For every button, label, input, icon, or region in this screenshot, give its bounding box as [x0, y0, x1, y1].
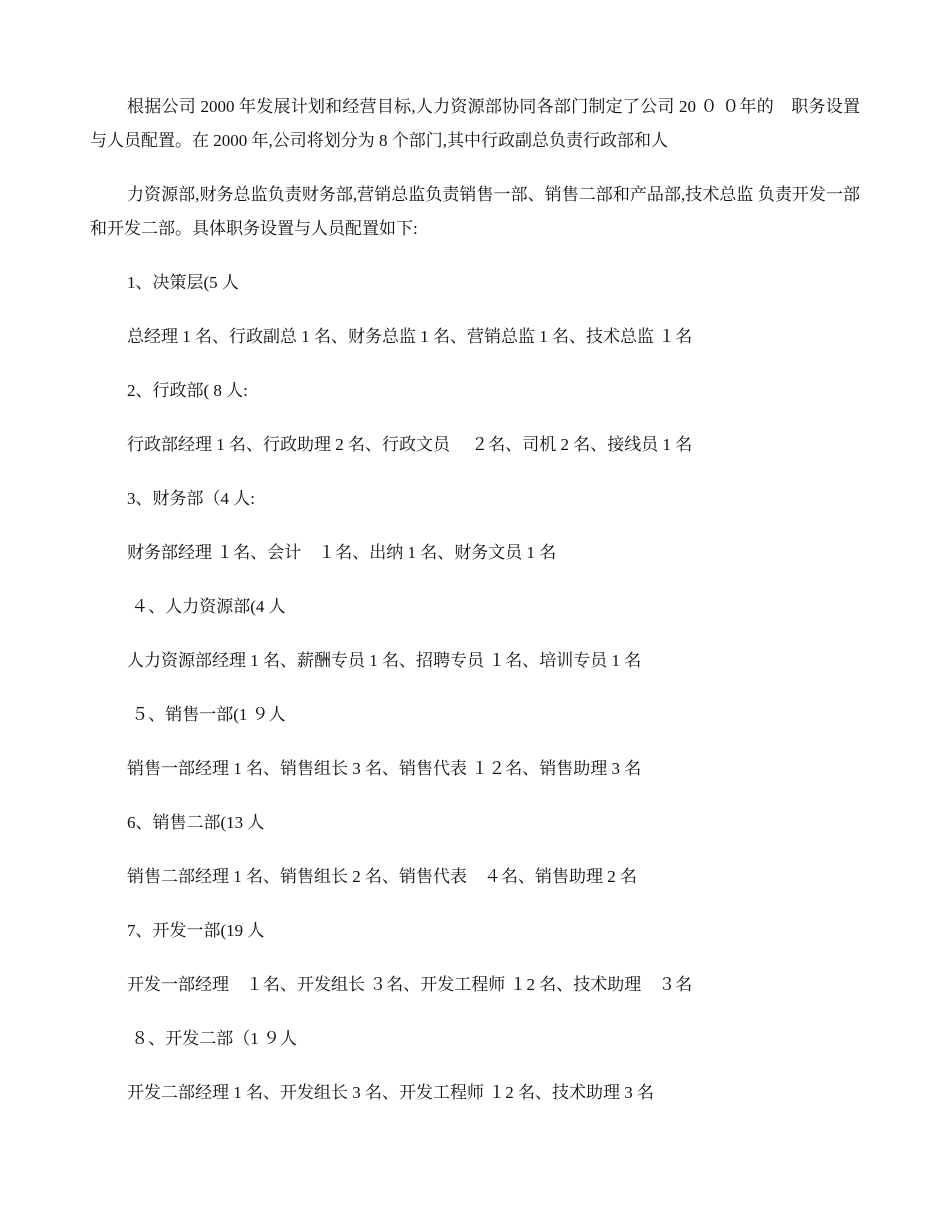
section-detail: 开发一部经理 １名、开发组长 ３名、开发工程师 １2 名、技术助理 ３名 [127, 975, 693, 994]
intro-paragraph-1: 根据公司 2000 年发展计划和经营目标,人力资源部协同各部门制定了公司 20 ０ ０年的 职务设置与人员配置。在 2000 年,公司将划分为 8 个部门,其中行政副总负责行政部和人 [90, 97, 860, 150]
section-heading: ５、销售一部(1 ９人 [127, 705, 286, 724]
section-detail: 销售一部经理 1 名、销售组长 3 名、销售代表 １２名、销售助理 3 名 [127, 759, 642, 778]
section-heading: 2、行政部( 8 人: [127, 381, 248, 400]
document-page [90, 90, 860, 1110]
intro-paragraph-2: 力资源部,财务总监负责财务部,营销总监负责销售一部、销售二部和产品部,技术总监 负责开发一部和开发二部。具体职务设置与人员配置如下: [90, 185, 860, 238]
section-detail: 开发二部经理 1 名、开发组长 3 名、开发工程师 １2 名、技术助理 3 名 [127, 1083, 654, 1102]
section-heading: 3、财务部（4 人: [127, 489, 255, 508]
section-detail: 销售二部经理 1 名、销售组长 2 名、销售代表 ４名、销售助理 2 名 [127, 867, 637, 886]
section-heading: ４、人力资源部(4 人 [127, 597, 286, 616]
section-heading: 6、销售二部(13 人 [127, 813, 265, 832]
section-detail: 行政部经理 1 名、行政助理 2 名、行政文员 ２名、司机 2 名、接线员 1 名 [127, 435, 693, 454]
section-detail: 总经理 1 名、行政副总 1 名、财务总监 1 名、营销总监 1 名、技术总监 １名 [127, 327, 693, 346]
section-heading: 1、决策层(5 人 [127, 273, 239, 292]
section-heading: 7、开发一部(19 人 [127, 921, 265, 940]
section-heading: ８、开发二部（1 ９人 [127, 1029, 297, 1048]
section-detail: 人力资源部经理 1 名、薪酬专员 1 名、招聘专员 １名、培训专员 1 名 [127, 651, 642, 670]
section-list [90, 266, 860, 1110]
section-detail: 财务部经理 １名、会计 １名、出纳 1 名、财务文员 1 名 [127, 543, 557, 562]
